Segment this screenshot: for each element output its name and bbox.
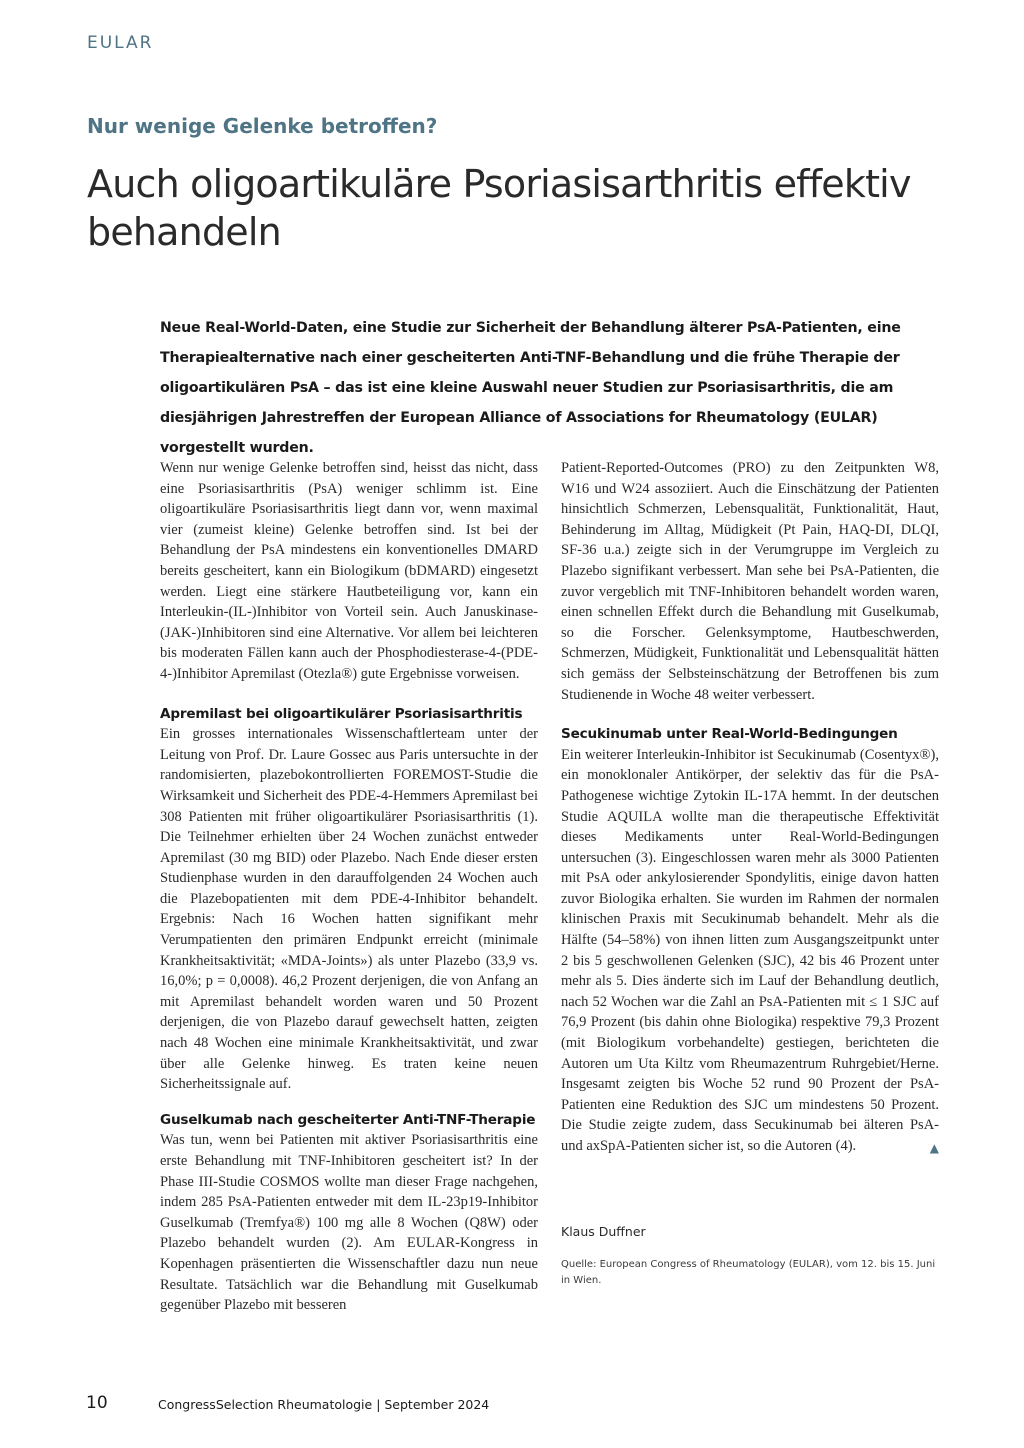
author-name: Klaus Duffner — [561, 1224, 646, 1239]
section-tag: EULAR — [87, 33, 154, 53]
page-number: 10 — [86, 1393, 108, 1413]
kicker: Nur wenige Gelenke betroffen? — [87, 114, 438, 138]
subheading-apremilast: Apremilast bei oligoartikulärer Psoriasisarthritis — [160, 705, 523, 722]
left-column — [160, 458, 538, 1316]
lead-paragraph: Neue Real-World-Daten, eine Studie zur Sicherheit der Behandlung älterer PsA-Patienten, eine Therapiealternative nach einer gescheiterten Anti-TNF-Behandlung und die frühe Therapie der oligoartikulären PsA – das ist eine kleine Auswahl neuer Studien zur Psoriasisarthritis, die am diesjährigen Jahrestreffen der European Alliance of Associations for Rheumatology (EULAR) vorgestellt wurden. — [160, 320, 901, 456]
guselkumab-continued-paragraph: Patient-Reported-Outcomes (PRO) zu den Zeitpunkten W8, W16 und W24 assoziiert. Auch die Einschätzung der Patienten hinsichtlich Schmerzen, Lebensqualität, Funktionalität, Haut, Behinderung im Alltag, Müdigkeit (Pt Pain, HAQ-DI, DLQI, SF-36 u.a.) zeigte sich in der Verumgruppe im Vergleich zu Plazebo signifikant verbessert. Man sehe bei PsA-Patienten, die zuvor vergeblich mit TNF-Inhibitoren behandelt worden waren, einen schnellen Effekt durch die Behandlung mit Guselkumab, so die Forscher. Gelenksymptome, Hautbeschwerden, Schmerzen, Müdigkeit, Funktionalität und Lebensqualität hätten sich gemäss der Selbsteinschätzung der Betroffenen bis zum Studienende in Woche 48 weiter verbessert. — [561, 460, 939, 703]
source-note: Quelle: European Congress of Rheumatology (EULAR), vom 12. bis 15. Juni in Wien. — [561, 1259, 936, 1286]
article-title: Auch oligoartikuläre Psoriasisarthritis effektiv behandeln — [87, 162, 911, 254]
publication-footer: CongressSelection Rheumatologie | September 2024 — [158, 1397, 490, 1412]
guselkumab-paragraph: Was tun, wenn bei Patienten mit aktiver Psoriasisarthritis eine erste Behandlung mit TNF-Inhibitoren gescheitert ist? In der Phase III-Studie COSMOS wollte man dieser Frage nachgehen, indem 285 PsA-Patienten entweder mit dem IL-23p19-Inhibitor Guselkumab (Tremfya®) 100 mg alle 8 Wochen (Q8W) oder Plazebo behandelt wurden (2). Am EULAR-Kongress in Kopenhagen präsentierten die Wissenschaftler dazu nun neue Resultate. Tatsächlich war die Behandlung mit Guselkumab gegenüber Plazebo mit besseren — [160, 1132, 538, 1314]
end-of-article-icon: ▲ — [929, 1141, 939, 1155]
secukinumab-text: Ein weiterer Interleukin-Inhibitor ist Secukinumab (Cosentyx®), ein monoklonaler Antikörper, der selektiv das für die PsA-Pathogenese wichtige Zytokin IL-17A hemmt. In der deutschen Studie AQUILA wollte man die therapeutische Effektivität dieses Medikaments unter Real-World-Bedingungen untersuchen (3). Eingeschlossen waren mehr als 3000 Patienten mit PsA oder ankylosierender Spondylitis, einige davon hatten zuvor Biologika erhalten. Sie wurden im Rahmen der normalen klinischen Praxis mit Secukinumab behandelt. Mehr als die Hälfte (54–58%) von ihnen litten zum Ausgangszeitpunkt unter 2 bis 5 geschwollenen Gelenken (SJC), 42 bis 46 Prozent unter mehr als 5. Dies änderte sich im Lauf der Behandlung deutlich, nach 52 Wochen war die Zahl an PsA-Patienten mit ≤ 1 SJC auf 76,9 Prozent (bis dahin ohne Biologika) respektive 79,3 Prozent (mit Biologikum vorbehandelte) gestiegen, berichteten die Autoren um Uta Kiltz vom Rheumazentrum Ruhrgebiet/Herne. Insgesamt zeigten bis Woche 52 rund 90 Prozent der PsA-Patienten eine Reduktion des SJC um mindestens 50 Prozent. Die Studie zeigte zudem, dass Secukinumab bei älteren PsA- und axSpA-Patienten sicher ist, so die Autoren (4). — [561, 746, 939, 1154]
apremilast-paragraph: Ein grosses internationales Wissenschaftlerteam unter der Leitung von Prof. Dr. Laure Gossec aus Paris untersuchte in der randomisierten, plazebokontrollierten FOREMOST-Studie die Wirksamkeit und Sicherheit des PDE-4-Hemmers Apremilast bei 308 Patienten mit früher oligoartikulärer Psoriasisarthritis (1). Die Teilnehmer erhielten über 24 Wochen zunächst entweder Apremilast (30 mg BID) oder Plazebo. Nach Ende dieser ersten Studienphase wurden in den darauffolgenden 24 Wochen auch die Plazebopatienten mit dem PDE-4-Inhibitor behandelt. Ergebnis: Nach 16 Wochen hatten signifikant mehr Verumpatienten den primären Endpunkt erreicht (minimale Krankheitsaktivität; «MDA-Joints») als unter Plazebo (33,9 vs. 16,0%; p = 0,0008). 46,2 Prozent derjenigen, die von Anfang an mit Apremilast behandelt worden waren und 50 Prozent derjenigen, die von Plazebo darauf gewechselt hatten, zeigten nach 48 Wochen eine minimale Krankheitsaktivität, und zwar über alle Gelenke hinweg. Es traten keine neuen Sicherheitssignale auf. — [160, 726, 538, 1093]
secukinumab-paragraph — [561, 745, 939, 1157]
subheading-guselkumab: Guselkumab nach gescheiterter Anti-TNF-Therapie — [160, 1111, 536, 1128]
subheading-secukinumab: Secukinumab unter Real-World-Bedingungen — [561, 726, 898, 743]
intro-paragraph: Wenn nur wenige Gelenke betroffen sind, heisst das nicht, dass eine Psoriasisarthritis (PsA) weniger schlimm ist. Eine oligoartikuläre Psoriasisarthritis liegt dann vor, wenn maximal vier (zumeist kleine) Gelenke betroffen sind. Ist bei der Behandlung der PsA mindestens ein konventionelles DMARD bereits gescheitert, kann ein Biologikum (bDMARD) eingesetzt werden. Liegt eine stärkere Hautbeteiligung vor, kann ein Interleukin-(IL-)Inhibitor von Vorteil sein. Auch Januskinase-(JAK-)Inhibitoren sind eine Alternative. Vor allem bei leichteren bis moderaten Fällen kann auch der Phosphodiesterase-4-(PDE-4-)Inhibitor Apremilast (Otezla®) gute Ergebnisse vorweisen. — [160, 460, 538, 682]
right-column — [561, 458, 939, 1159]
